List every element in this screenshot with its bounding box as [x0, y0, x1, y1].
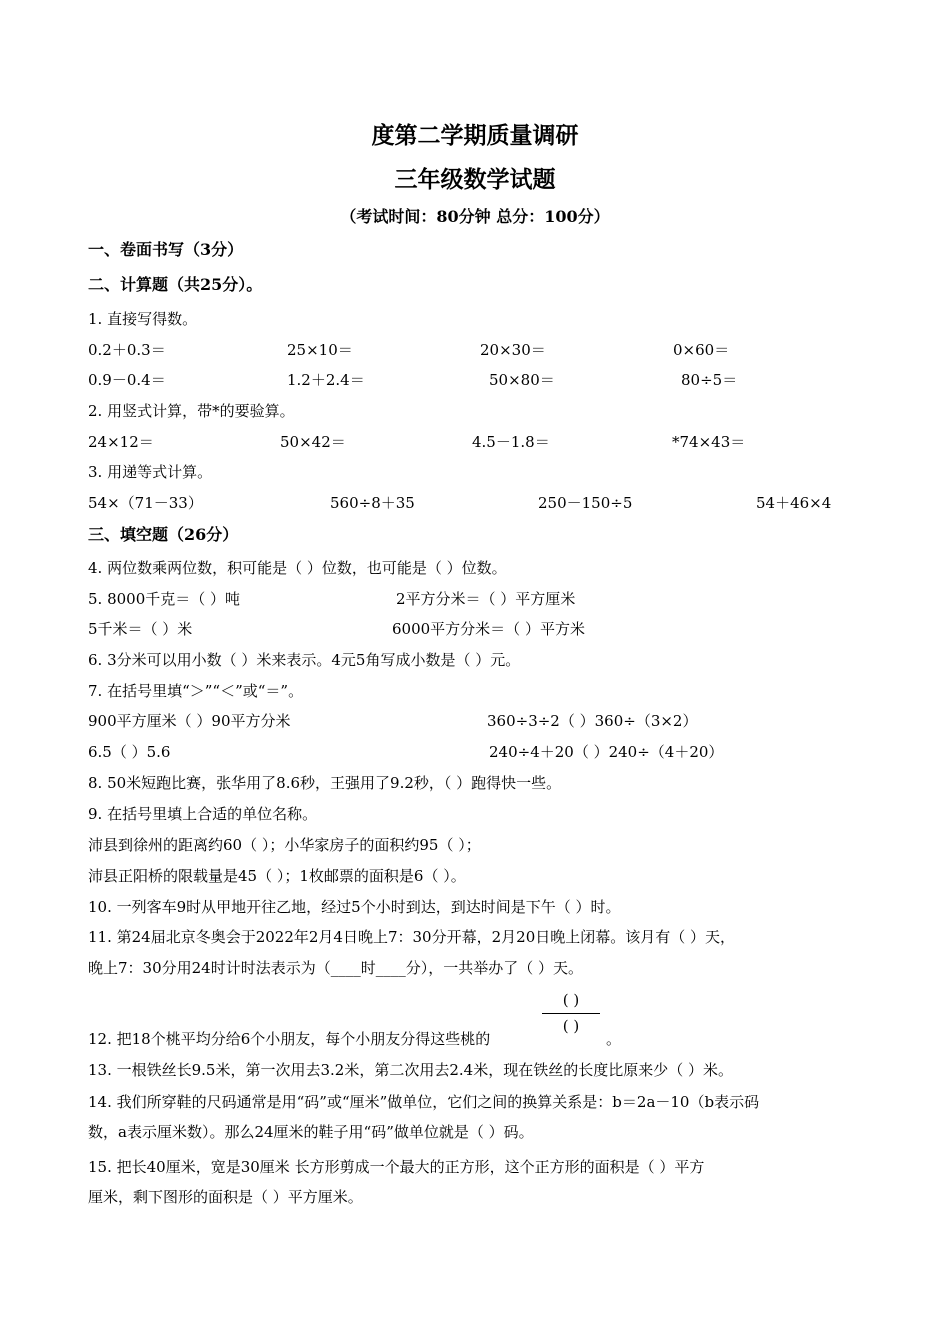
question-15-line-1: 15. 把长40厘米，宽是30厘米 长方形剪成一个最大的正方形，这个正方形的面积是（ ）平方 — [88, 1158, 705, 1176]
calc-item: 54＋46×4 — [756, 494, 832, 512]
calc-item: 20×30＝ — [480, 341, 546, 359]
question-5-b: 2平方分米＝（ ）平方厘米 — [396, 590, 576, 608]
calc-item: 250－150÷5 — [538, 494, 633, 512]
question-8: 8. 50米短跑比赛，张华用了8.6秒，王强用了9.2秒，（ ）跑得快一些。 — [88, 774, 562, 792]
section-1-heading: 一、卷面书写（3分） — [88, 240, 244, 259]
question-11-line-1: 11. 第24届北京冬奥会于2022年2月4日晚上7：30分开幕，2月20日晚上闭幕。该月有（ ）天， — [88, 928, 736, 946]
section-2-heading: 二、计算题（共25分）。 — [88, 275, 263, 294]
question-14-line-2: 数，a表示厘米数）。那么24厘米的鞋子用“码”做单位就是（ ）码。 — [88, 1123, 534, 1141]
exam-info: （考试时间：80分钟 总分：100分） — [340, 207, 610, 226]
fraction-denominator: ( ) — [562, 1017, 580, 1035]
calc-item: 50×80＝ — [489, 371, 555, 389]
question-1: 1. 直接写得数。 — [88, 310, 198, 328]
calc-item: *74×43＝ — [672, 433, 746, 451]
fraction-bar — [542, 1013, 600, 1014]
fraction-numerator: ( ) — [562, 991, 580, 1009]
question-6: 6. 3分米可以用小数（ ）米来表示。4元5角写成小数是（ ）元。 — [88, 651, 521, 669]
exam-subtitle: 三年级数学试题 — [394, 166, 556, 193]
calc-item: 80÷5＝ — [681, 371, 738, 389]
question-14-line-1: 14. 我们所穿鞋的尺码通常是用“码”或“厘米”做单位，它们之间的换算关系是：b＝2a－10（b表示码 — [88, 1093, 760, 1111]
question-7-d: 240÷4＋20（ ）240÷（4＋20） — [489, 743, 724, 761]
question-9-a: 沛县到徐州的距离约60（ ）；小华家房子的面积约95（ ）； — [88, 836, 481, 854]
question-10: 10. 一列客车9时从甲地开往乙地，经过5个小时到达，到达时间是下午（ ）时。 — [88, 898, 621, 916]
calc-item: 24×12＝ — [88, 433, 154, 451]
question-7-c: 6.5（ ）5.6 — [88, 743, 171, 761]
calc-item: 0.9－0.4＝ — [88, 371, 166, 389]
question-15-line-2: 厘米，剩下图形的面积是（ ）平方厘米。 — [88, 1188, 363, 1206]
calc-item: 50×42＝ — [280, 433, 346, 451]
question-7: 7. 在括号里填“＞”“＜”或“＝”。 — [88, 682, 304, 700]
question-5-c: 5千米＝（ ）米 — [88, 620, 193, 638]
question-2: 2. 用竖式计算，带*的要验算。 — [88, 402, 295, 420]
question-5-a: 5. 8000千克＝（ ）吨 — [88, 590, 241, 608]
question-13: 13. 一根铁丝长9.5米，第一次用去3.2米，第二次用去2.4米，现在铁丝的长度比原来少（ ）米。 — [88, 1061, 733, 1079]
calc-item: 0×60＝ — [673, 341, 730, 359]
question-9-b: 沛县正阳桥的限载量是45（ ）；1枚邮票的面积是6（ ）。 — [88, 867, 466, 885]
calc-item: 25×10＝ — [287, 341, 353, 359]
calc-item: 1.2＋2.4＝ — [287, 371, 365, 389]
calc-item: 560÷8＋35 — [330, 494, 415, 512]
question-3: 3. 用递等式计算。 — [88, 463, 213, 481]
section-3-heading: 三、填空题（26分） — [88, 525, 239, 544]
question-9: 9. 在括号里填上合适的单位名称。 — [88, 805, 318, 823]
question-7-a: 900平方厘米（ ）90平方分米 — [88, 712, 291, 730]
question-4: 4. 两位数乘两位数，积可能是（ ）位数，也可能是（ ）位数。 — [88, 559, 507, 577]
calc-item: 0.2＋0.3＝ — [88, 341, 166, 359]
question-7-b: 360÷3÷2（ ）360÷（3×2） — [487, 712, 698, 730]
question-11-line-2: 晚上7：30分用24时计时法表示为（____时____分），一共举办了（ ）天。 — [88, 959, 583, 977]
exam-title: 度第二学期质量调研 — [371, 122, 579, 149]
question-12: 12. 把18个桃平均分给6个小朋友，每个小朋友分得这些桃的 — [88, 1030, 491, 1048]
question-5-d: 6000平方分米＝（ ）平方米 — [392, 620, 585, 638]
question-12-end: 。 — [606, 1030, 622, 1048]
calc-item: 54×（71－33） — [88, 494, 203, 512]
calc-item: 4.5－1.8＝ — [472, 433, 550, 451]
